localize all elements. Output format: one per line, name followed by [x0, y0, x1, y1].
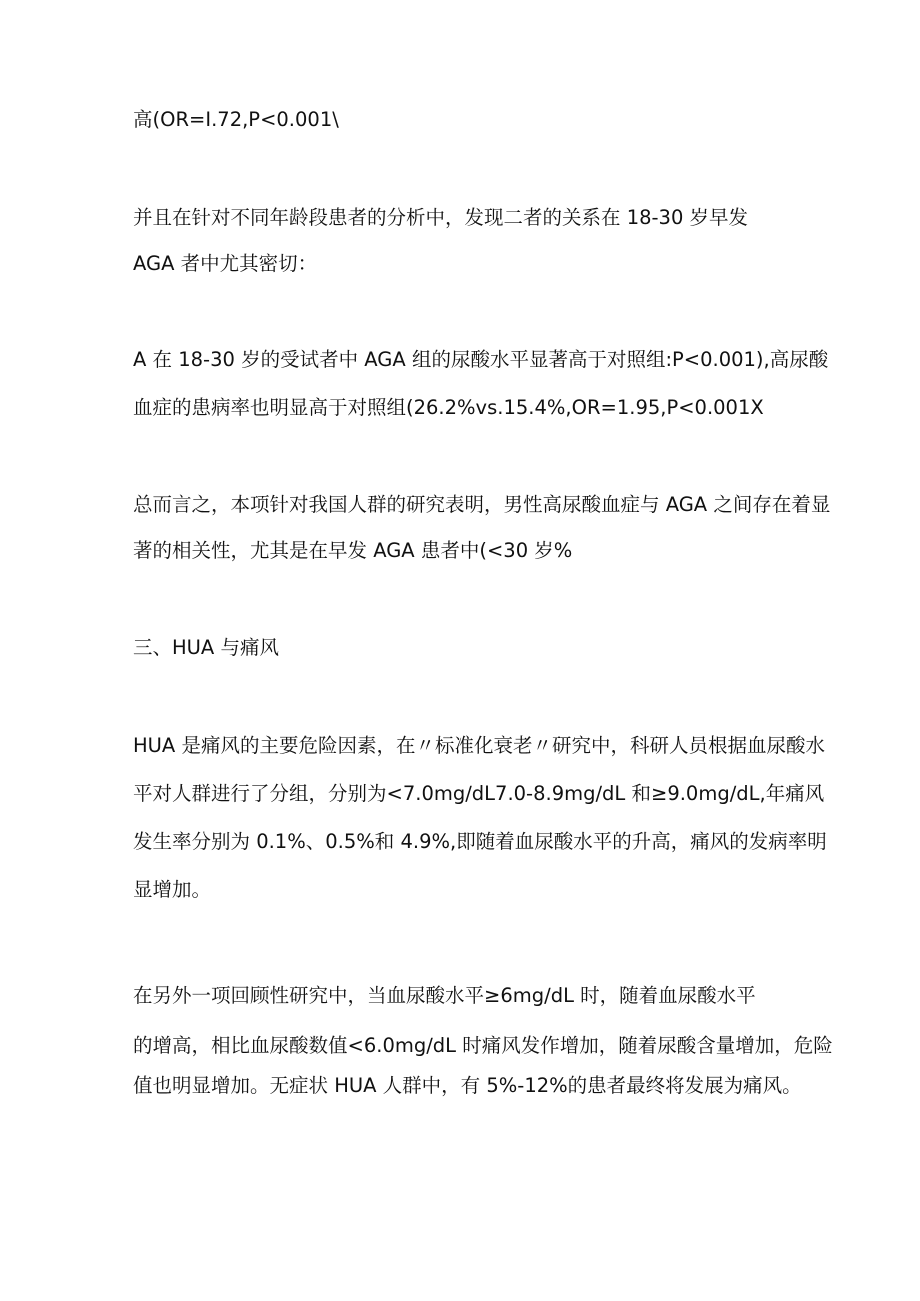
text-line-7: 著的相关性，尤其是在早发 AGA 患者中(<30 岁% [133, 539, 573, 562]
text-line-3: AGA 者中尤其密切： [133, 252, 318, 275]
text-line-10: 平对人群进行了分组，分别为<7.0mg∕dL7.0-8.9mg∕dL 和≥9.0mg∕dL,年痛风 [133, 782, 825, 805]
text-line-9: HUA 是痛风的主要危险因素，在〃标准化衰老〃研究中，科研人员根据血尿酸水 [133, 734, 825, 757]
text-line-5: 血症的患病率也明显高于对照组(26.2%vs.15.4%,OR=1.95,P<0.001X [133, 396, 764, 419]
text-line-6: 总而言之，本项针对我国人群的研究表明，男性高尿酸血症与 AGA 之间存在着显 [133, 493, 831, 516]
text-line-12: 显增加。 [133, 878, 212, 901]
text-line-1: 高(OR=I.72,P<0.001\ [133, 108, 339, 131]
text-line-15: 值也明显增加。无症状 HUA 人群中，有 5%-12%的患者最终将发展为痛风。 [133, 1074, 802, 1097]
text-line-11: 发生率分别为 0.1%、0.5%和 4.9%,即随着血尿酸水平的升高，痛风的发病率明 [133, 830, 827, 853]
section-heading: 三、HUA 与痛风 [133, 636, 279, 659]
text-line-4: A 在 18-30 岁的受试者中 AGA 组的尿酸水平显著高于对照组:P<0.001),高尿酸 [133, 348, 829, 371]
text-line-2: 并且在针对不同年龄段患者的分析中，发现二者的关系在 18-30 岁早发 [133, 206, 749, 229]
text-line-13: 在另外一项回顾性研究中，当血尿酸水平≥6mg∕dL 时，随着血尿酸水平 [133, 984, 756, 1007]
text-line-14: 的增高，相比血尿酸数值<6.0mg∕dL 时痛风发作增加，随着尿酸含量增加，危险 [133, 1034, 833, 1057]
